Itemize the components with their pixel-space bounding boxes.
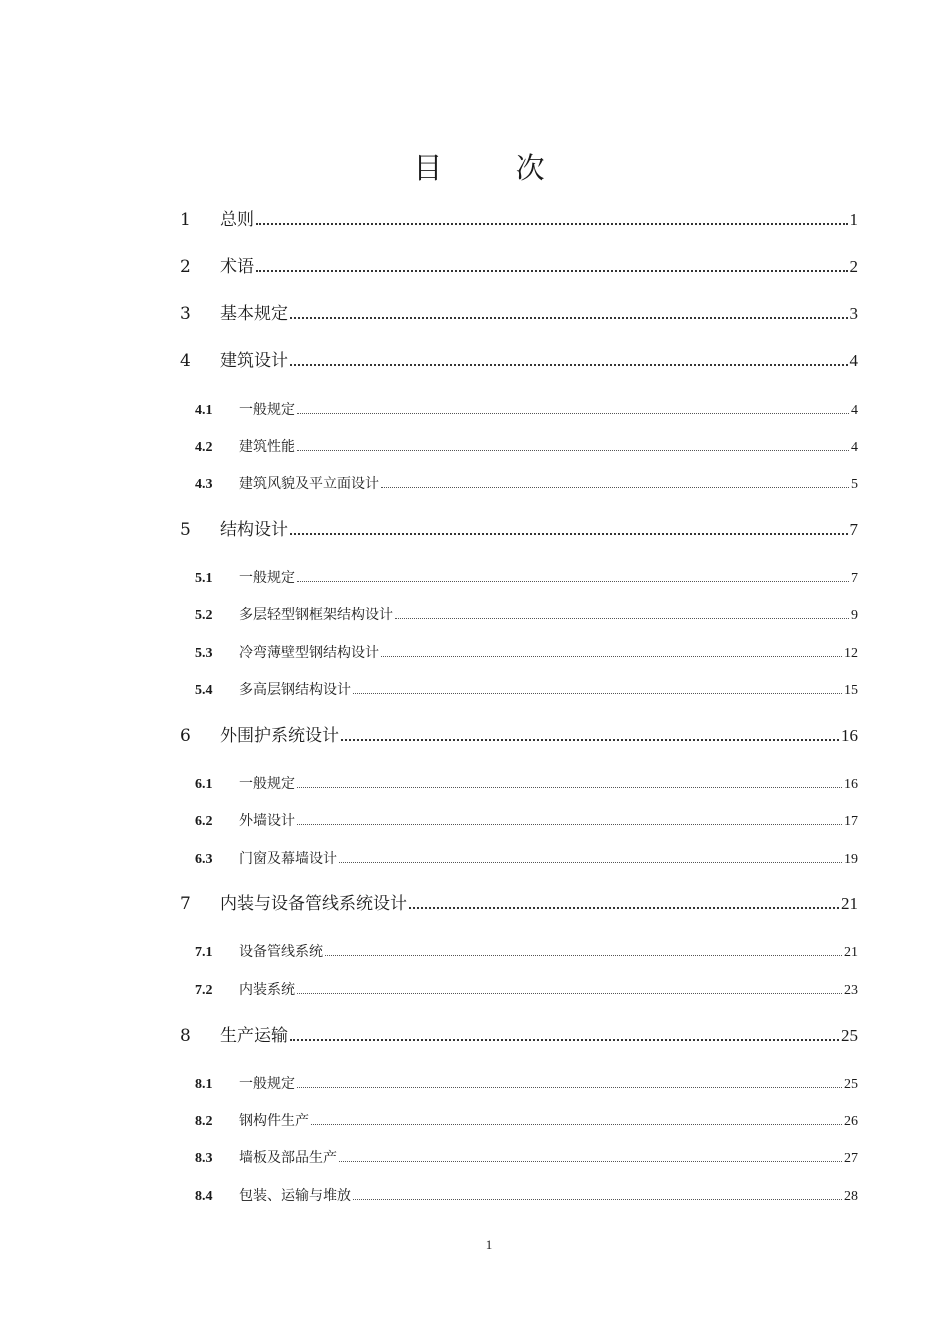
toc-entry-8[interactable]: [180, 1018, 858, 1046]
toc-entry-title: 内装系统: [239, 982, 295, 998]
toc-entry-title: 一般规定: [239, 1076, 295, 1092]
toc-entry-title: 冷弯薄壁型钢结构设计: [239, 645, 379, 661]
toc-entry-title: 一般规定: [239, 402, 295, 418]
toc-entry-4-2[interactable]: [195, 428, 858, 456]
toc-entry-number: 3: [180, 304, 191, 324]
toc-dot-leader: [297, 581, 849, 582]
toc-entry-title: 一般规定: [239, 570, 295, 586]
toc-entry-number: 5.4: [195, 683, 213, 698]
toc-entry-page: 9: [851, 608, 858, 623]
toc-dot-leader: [381, 487, 849, 488]
toc-dot-leader: [339, 1161, 842, 1162]
toc-entry-page: 4: [849, 351, 858, 370]
toc-entry-page: 4: [851, 440, 858, 455]
toc-dot-leader: [290, 533, 848, 535]
toc-entry-title: 一般规定: [239, 776, 295, 792]
toc-entry-5-1[interactable]: [195, 559, 858, 587]
toc-dot-leader: [297, 1087, 842, 1088]
toc-dot-leader: [381, 656, 842, 657]
toc-dot-leader: [290, 364, 848, 366]
toc-entry-number: 6.1: [195, 777, 213, 792]
toc-entry-number: 2: [180, 257, 191, 277]
toc-entry-page: 25: [841, 1026, 858, 1045]
toc-entry-page: 21: [841, 894, 858, 913]
toc-entry-8-1[interactable]: [195, 1065, 858, 1093]
toc-entry-title: 内装与设备管线系统设计: [220, 894, 407, 914]
toc-entry-page: 15: [844, 683, 858, 698]
toc-entry-title: 多层轻型钢框架结构设计: [239, 607, 393, 623]
toc-entry-title: 外围护系统设计: [220, 726, 339, 746]
toc-entry-number: 8: [180, 1026, 191, 1046]
toc-entry-page: 21: [844, 945, 858, 960]
toc-entry-title: 包装、运输与堆放: [239, 1188, 351, 1204]
toc-entry-page: 5: [851, 477, 858, 492]
toc-entry-page: 16: [844, 777, 858, 792]
toc-entry-title: 术语: [220, 257, 254, 277]
toc-entry-title: 多高层钢结构设计: [239, 682, 351, 698]
toc-entry-page: 26: [844, 1114, 858, 1129]
toc-entry-page: 12: [844, 646, 858, 661]
toc-entry-5-3[interactable]: [195, 634, 858, 662]
toc-entry-title: 外墙设计: [239, 813, 295, 829]
toc-entry-8-3[interactable]: [195, 1139, 858, 1167]
page-title: 目 次: [413, 151, 577, 185]
footer-page-number: 1: [485, 1237, 493, 1252]
toc-dot-leader: [256, 270, 848, 272]
toc-entry-4[interactable]: [180, 343, 858, 371]
toc-dot-leader: [297, 450, 849, 451]
toc-entry-title: 基本规定: [220, 304, 288, 324]
toc-entry-6-1[interactable]: [195, 765, 858, 793]
toc-entry-number: 8.1: [195, 1077, 213, 1092]
toc-entry-number: 6.3: [195, 852, 213, 867]
toc-entry-page: 3: [849, 304, 858, 323]
toc-entry-6-3[interactable]: [195, 840, 858, 868]
toc-entry-page: 28: [844, 1189, 858, 1204]
toc-entry-number: 1: [180, 210, 191, 230]
toc-entry-4-1[interactable]: [195, 391, 858, 419]
toc-dot-leader: [341, 739, 839, 741]
toc-entry-page: 16: [841, 726, 858, 745]
toc-entry-4-3[interactable]: [195, 465, 858, 493]
toc-entry-number: 5: [180, 520, 191, 540]
toc-entry-number: 4.1: [195, 403, 213, 418]
toc-entry-8-2[interactable]: [195, 1102, 858, 1130]
toc-entry-number: 8.4: [195, 1189, 213, 1204]
toc-entry-page: 7: [851, 571, 858, 586]
toc-dot-leader: [353, 693, 842, 694]
toc-entry-page: 17: [844, 814, 858, 829]
toc-entry-title: 墙板及部品生产: [239, 1150, 337, 1166]
toc-entry-page: 27: [844, 1151, 858, 1166]
toc-entry-2[interactable]: [180, 249, 858, 277]
toc-dot-leader: [290, 317, 848, 319]
toc-entry-title: 生产运输: [220, 1026, 288, 1046]
toc-entry-number: 8.3: [195, 1151, 213, 1166]
toc-dot-leader: [325, 955, 842, 956]
toc-entry-page: 2: [849, 257, 858, 276]
toc-entry-6[interactable]: [180, 718, 858, 746]
toc-entry-page: 7: [849, 520, 858, 539]
toc-dot-leader: [395, 618, 849, 619]
toc-dot-leader: [339, 862, 842, 863]
toc-dot-leader: [409, 907, 839, 909]
toc-entry-5[interactable]: [180, 512, 858, 540]
toc-entry-page: 23: [844, 983, 858, 998]
toc-entry-7-1[interactable]: [195, 933, 858, 961]
toc-entry-page: 1: [849, 210, 858, 229]
toc-dot-leader: [297, 993, 842, 994]
toc-entry-number: 6: [180, 726, 191, 746]
toc-entry-number: 8.2: [195, 1114, 213, 1129]
toc-entry-number: 7: [180, 894, 191, 914]
toc-entry-title: 建筑性能: [239, 439, 295, 455]
toc-dot-leader: [297, 824, 842, 825]
toc-dot-leader: [311, 1124, 842, 1125]
toc-entry-number: 4: [180, 351, 191, 371]
toc-entry-title: 设备管线系统: [239, 944, 323, 960]
toc-dot-leader: [297, 413, 849, 414]
toc-entry-5-4[interactable]: [195, 671, 858, 699]
toc-dot-leader: [353, 1199, 842, 1200]
toc-entry-title: 建筑风貌及平立面设计: [239, 476, 379, 492]
toc-entry-page: 4: [851, 403, 858, 418]
toc-entry-5-2[interactable]: [195, 596, 858, 624]
toc-entry-8-4[interactable]: [195, 1177, 858, 1205]
toc-entry-1[interactable]: [180, 202, 858, 230]
toc-entry-title: 结构设计: [220, 520, 288, 540]
toc-entry-title: 总则: [220, 210, 254, 230]
toc-entry-7-2[interactable]: [195, 971, 858, 999]
toc-entry-title: 钢构件生产: [239, 1113, 309, 1129]
toc-entry-page: 19: [844, 852, 858, 867]
toc-entry-3[interactable]: [180, 296, 858, 324]
toc-entry-number: 7.2: [195, 983, 213, 998]
toc-entry-number: 7.1: [195, 945, 213, 960]
toc-entry-title: 建筑设计: [220, 351, 288, 371]
toc-dot-leader: [256, 223, 848, 225]
toc-entry-7[interactable]: [180, 886, 858, 914]
toc-entry-6-2[interactable]: [195, 802, 858, 830]
toc-entry-number: 4.2: [195, 440, 213, 455]
toc-entry-number: 5.3: [195, 646, 213, 661]
toc-dot-leader: [290, 1039, 839, 1041]
toc-entry-number: 4.3: [195, 477, 213, 492]
toc-entry-number: 5.2: [195, 608, 213, 623]
toc-entry-title: 门窗及幕墙设计: [239, 851, 337, 867]
toc-dot-leader: [297, 787, 842, 788]
toc-entry-number: 6.2: [195, 814, 213, 829]
toc-entry-number: 5.1: [195, 571, 213, 586]
toc-entry-page: 25: [844, 1077, 858, 1092]
